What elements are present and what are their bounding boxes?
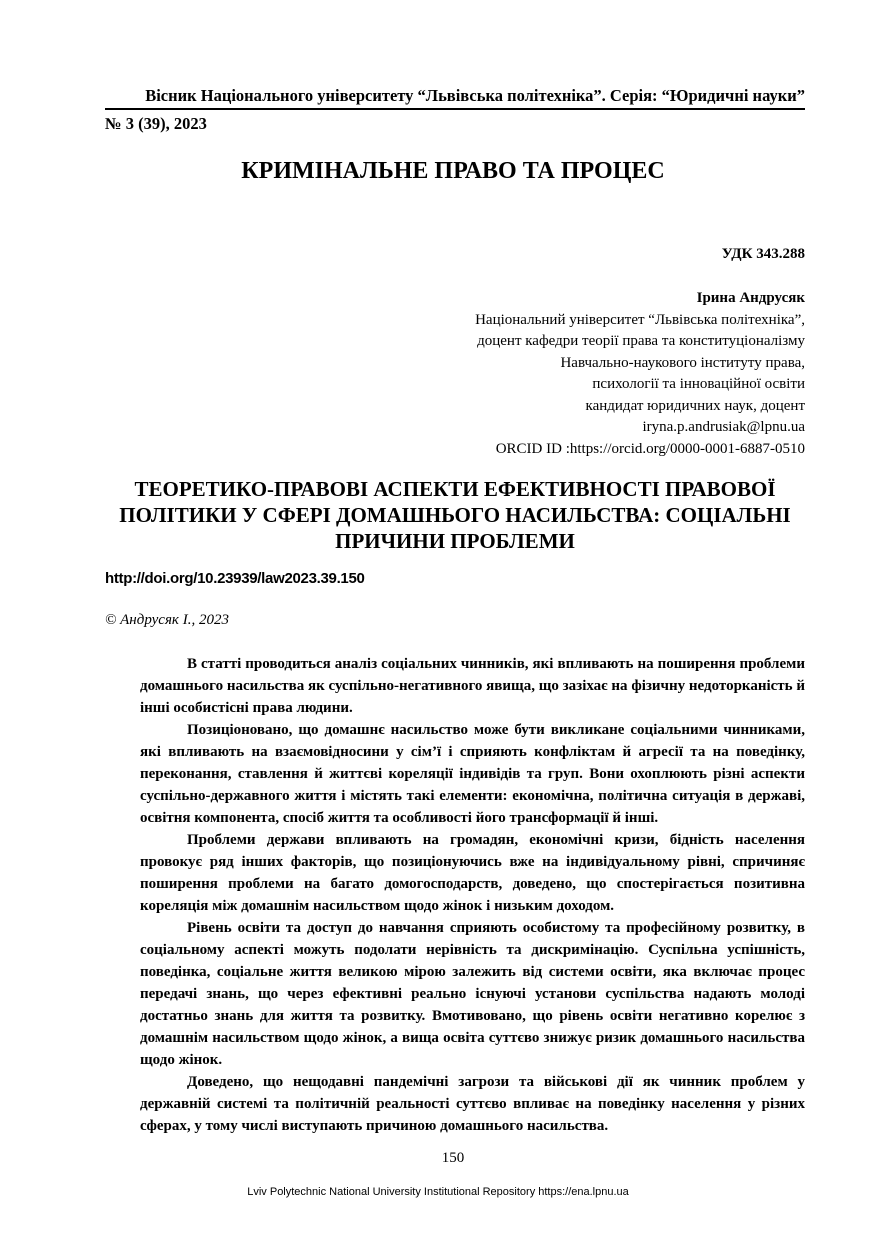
author-degree: кандидат юридичних наук, доцент	[585, 397, 805, 414]
repository-footer: Lviv Polytechnic National University Institutional Repository https://ena.lpnu.ua	[247, 1186, 629, 1198]
article-title-line: ПРИЧИНИ ПРОБЛЕМИ	[335, 529, 575, 553]
author-affiliation: Національний університет “Львівська політехніка”,	[475, 311, 805, 328]
article-title-line: ТЕОРЕТИКО-ПРАВОВІ АСПЕКТИ ЕФЕКТИВНОСТІ ПРАВОВОЇ	[134, 477, 776, 501]
udk-code: УДК 343.288	[721, 246, 805, 262]
abstract-paragraph: Доведено, що нещодавні пандемічні загрози та військові дії як чинник проблем у державній системі та політичній реальності суттєво впливає на поведінку населення у різних сферах, у тому числі виступають причиною домашнього насильства.	[140, 1074, 805, 1134]
author-position: доцент кафедри теорії права та конституціоналізму	[477, 333, 805, 349]
author-institute: Навчально-наукового інституту права,	[560, 354, 805, 371]
article-title	[105, 476, 805, 554]
abstract-paragraph: Рівень освіти та доступ до навчання сприяють особистому та професійному розвитку, в соціальному аспекті можуть подолати нерівність та дискримінацію. Суспільна успішність, поведінка, соціальне життя великою мірою залежить від системи освіти, яка включає процес передачі знань, що через ефективні реально існуючі установи суспільства надають молоді достатньо знань для життя та розвитку. Вмотивовано, що рівень освіти негативно корелює з домашнім насильством щодо жінок, а вища освіта суттєво знижує ризик домашнього насильства щодо жінок.	[140, 920, 805, 1068]
copyright: © Андрусяк І., 2023	[105, 612, 229, 628]
abstract-paragraph: В статті проводиться аналіз соціальних чинників, які впливають на поширення проблеми домашнього насильства як суспільно-негативного явища, що зазіхає на фізичну недоторканість й інші особистісні права людини.	[140, 656, 805, 716]
author-name: Ірина Андрусяк	[696, 290, 805, 306]
doi-link[interactable]: http://doi.org/10.23939/law2023.39.150	[105, 570, 365, 587]
journal-header: Вісник Національного університету “Львівська політехніка”. Серія: “Юридичні науки”	[145, 86, 805, 105]
author-institute-cont: психології та інноваційної освіти	[592, 376, 805, 392]
article-title-line: ПОЛІТИКИ У СФЕРІ ДОМАШНЬОГО НАСИЛЬСТВА: СОЦІАЛЬНІ	[119, 503, 791, 527]
abstract-paragraph: Позиціоновано, що домашнє насильство може бути викликане соціальними чинниками, які впливають на взаємовідносини у сім’ї і сприяють конфліктам й агресії та на поведінку, переконання, ставлення й життєві кореляції індивідів та груп. Вони охоплюють різні аспекти суспільно-державного життя і містять такі елементи: економічна, політична ситуація в державі, освітня компонента, спосіб життя та особливості його трансформації й інші.	[140, 722, 805, 826]
issue-number: № 3 (39), 2023	[105, 114, 207, 133]
author-block	[475, 288, 805, 460]
header-rule	[105, 108, 805, 110]
page-number: 150	[441, 1150, 465, 1166]
author-orcid[interactable]: ORCID ID :https://orcid.org/0000-0001-6887-0510	[495, 440, 805, 457]
author-email[interactable]: iryna.p.andrusiak@lpnu.ua	[642, 419, 805, 435]
abstract-paragraph: Проблеми держави впливають на громадян, економічні кризи, бідність населення провокує ряд інших факторів, що позиціонуючись вже на індивідуальному рівні, спричиняє поширення проблеми на багато домогосподарств, доведено, що спостерігається позитивна кореляція між домашнім насильством щодо жінок і низьким доходом.	[140, 832, 805, 914]
abstract	[140, 653, 805, 1137]
section-title: КРИМІНАЛЬНЕ ПРАВО ТА ПРОЦЕС	[241, 158, 665, 184]
